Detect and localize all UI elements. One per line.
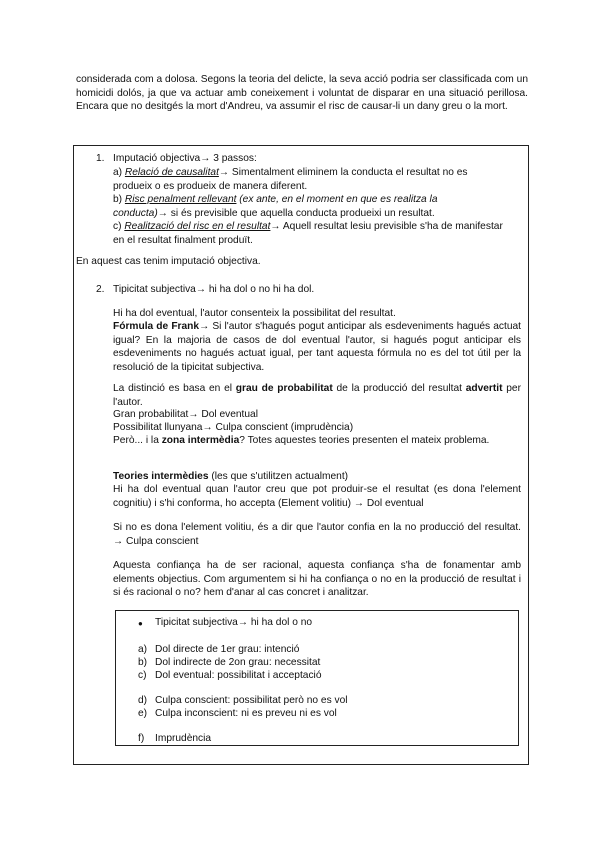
si-no-paragraph: Si no es dona l'element volitiu, és a dir que l'autor confia en la no producció del resultat. → Culpa conscient	[113, 522, 521, 547]
summary-item-e: Culpa inconscient: ni es preveu ni es vol	[155, 708, 337, 719]
summary-mark-a: a)	[138, 644, 148, 655]
summary-item-f: Imprudència	[155, 733, 212, 744]
item-a-prefix: a)	[113, 167, 125, 178]
summary-mark-e: e)	[138, 708, 148, 719]
item-b-term: Risc penalment rellevant	[124, 194, 237, 205]
section1-heading: Imputació objectiva→ 3 passos:	[113, 153, 257, 164]
distincio-paragraph	[113, 382, 521, 409]
summary-item-d: Culpa conscient: possibilitat però no es vol	[155, 695, 348, 706]
section2-p1: Hi ha dol eventual, l'autor consenteix la possibilitat del resultat.	[113, 308, 396, 319]
possibilitat-llunyana: Possibilitat llunyana→ Culpa conscient (imprudència)	[113, 422, 354, 433]
summary-mark-d: d)	[138, 695, 148, 706]
pero-bold: zona intermèdia	[161, 435, 240, 446]
distincio-c: de la producció del resultat	[332, 383, 466, 394]
frank-label: Fórmula de Frank	[113, 321, 200, 332]
summary-title: Tipicitat subjectiva→ hi ha dol o no	[155, 617, 313, 628]
teories-label: Teories intermèdies	[113, 471, 209, 482]
summary-mark-c: c)	[138, 670, 147, 681]
item-b-text: → si és previsible que aquella conducta produeixi un resultat.	[157, 207, 435, 219]
summary-mark-b: b)	[138, 657, 148, 668]
item-b-italic: (ex ante, en el moment en que es realitza la conducta)	[113, 194, 438, 219]
conclusion1: En aquest cas tenim imputació objectiva.	[76, 256, 261, 267]
teories-heading	[113, 470, 521, 484]
frank-text: → Si l'autor s'hagués pogut anticipar als esdeveniments hagués actuat igual? En la majoria de casos de dol eventual l'autor, si hagués pogut anticipar els esdeveniments no hagués actuat igual, per tant aquesta fórmula no es del tot útil per la resolució de la tipicitat subjectiva.	[113, 321, 521, 373]
item-c-prefix: c)	[113, 221, 125, 232]
gran-probabilitat: Gran probabilitat→ Dol eventual	[113, 409, 258, 420]
zona-intermedia-paragraph	[113, 434, 521, 448]
section1-item-c	[113, 220, 506, 247]
summary-item-a: Dol directe de 1er grau: intenció	[155, 644, 300, 655]
distincio-bold1: grau de probabilitat	[235, 383, 333, 394]
item-c-term: Realització del risc en el resultat	[124, 221, 271, 232]
pero-a: Però... i la	[113, 435, 162, 446]
pero-c: ? Totes aquestes teories presenten el mateix problema.	[239, 435, 490, 446]
section2-number: 2.	[96, 284, 105, 295]
section1-number: 1.	[96, 153, 105, 164]
distincio-d: per l'autor.	[113, 383, 521, 408]
bullet-icon: ●	[138, 619, 143, 628]
item-b-prefix: b)	[113, 194, 125, 205]
distincio-bold2: advertit	[465, 383, 503, 394]
summary-mark-f: f)	[138, 733, 145, 744]
summary-item-b: Dol indirecte de 2on grau: necessitat	[155, 657, 321, 668]
intro-paragraph: considerada com a dolosa. Segons la teoria del delicte, la seva acció podria ser classificada com un homicidi dolós, ja que va actuar amb coneixement i voluntat de disparar en una situació perillosa. Encara que no desitgés la mort d'Andreu, va assumir el risc de causar-li un dany greu o la mort.	[76, 74, 528, 113]
teories-rest: (les que s'utilitzen actualment)	[208, 471, 349, 482]
item-c-text: → Aquell resultat lesiu previsible s'ha de manifestar en el resultat finalment produït.	[113, 221, 503, 246]
item-a-term: Relació de causalitat	[124, 167, 219, 178]
section1-item-a	[113, 166, 506, 193]
section2-heading: Tipicitat subjectiva→ hi ha dol o no hi ha dol.	[113, 284, 315, 295]
frank-paragraph	[113, 320, 521, 374]
section1-item-b	[113, 193, 473, 220]
distincio-a: La distinció es basa en el	[113, 383, 236, 394]
confianca-paragraph: Aquesta confiança ha de ser racional, aquesta confiança s'ha de fonamentar amb elements objectius. Com argumentem si hi ha confiança o no en la producció de resultat i si és racional o no? hem d'anar al cas concret i analitzar.	[113, 560, 521, 599]
teories-text: Hi ha dol eventual quan l'autor creu que pot produir-se el resultat (es dona l'element cognitiu) i s'hi conforma, ho accepta (Element volitiu) → Dol eventual	[113, 484, 521, 509]
summary-item-c: Dol eventual: possibilitat i acceptació	[155, 670, 322, 681]
item-a-text: → Simentalment eliminem la conducta el resultat no es produeix o es produeix de manera diferent.	[113, 167, 468, 192]
